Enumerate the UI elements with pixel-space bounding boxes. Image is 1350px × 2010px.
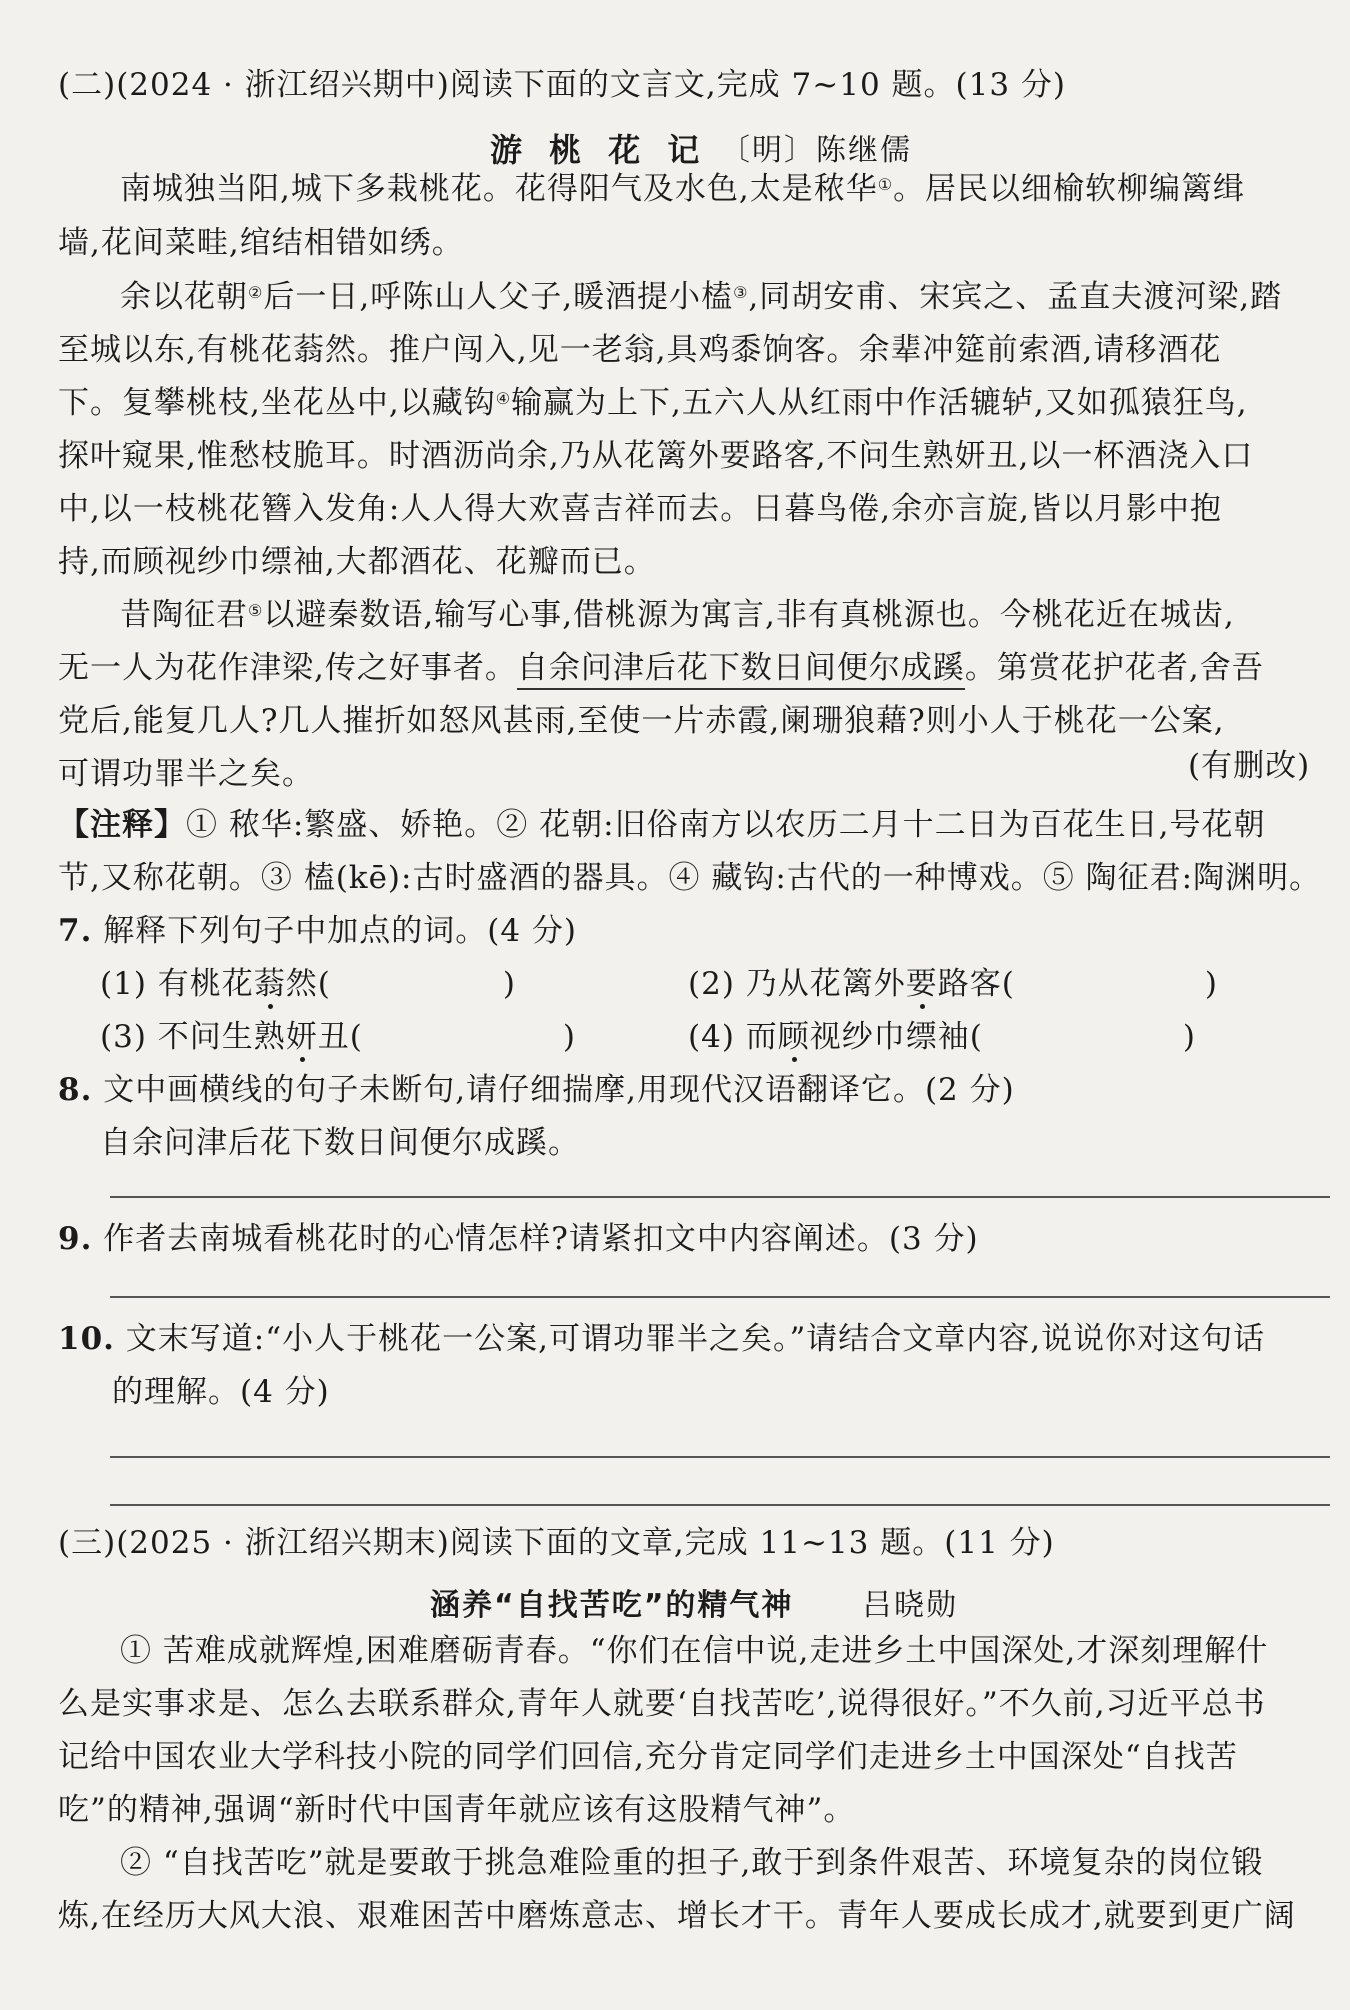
dotted-word: 妍 bbox=[285, 1019, 318, 1055]
item-text: ) bbox=[562, 1019, 576, 1055]
answer-line[interactable] bbox=[110, 1196, 1330, 1198]
underlined-sentence: 自余问津后花下数日间便尔成蹊 bbox=[517, 650, 965, 690]
notes-label: 【注释】 bbox=[58, 807, 186, 843]
question-text: 文末写道:“小人于桃花一公案,可谓功罪半之矣。”请结合文章内容,说说你对这句话 bbox=[125, 1321, 1266, 1357]
q7-item-4 bbox=[688, 1020, 1196, 1054]
item-text: ) bbox=[502, 966, 516, 1002]
question-7 bbox=[58, 914, 577, 948]
answer-line[interactable] bbox=[110, 1456, 1330, 1458]
item-text: (2) 乃从花篱外 bbox=[688, 966, 906, 1002]
question-9 bbox=[58, 1222, 979, 1256]
poem-title: 游 桃 花 记 bbox=[490, 131, 708, 169]
q7-item-3 bbox=[100, 1020, 576, 1054]
annotations-cont: 节,又称花朝。③ 榼(kē):古时盛酒的器具。④ 藏钩:古代的一种博戏。⑤ 陶征君:陶渊明。 bbox=[58, 860, 1322, 896]
footnote-marker: ⑤ bbox=[248, 601, 264, 620]
item-text: (3) 不问生熟 bbox=[100, 1019, 286, 1055]
item-text: 视纱巾缥袖( bbox=[809, 1019, 983, 1055]
article-title: 涵养“自找苦吃”的精气神 bbox=[430, 1588, 794, 1623]
question-number: 8. bbox=[58, 1072, 93, 1108]
item-text: 路客( bbox=[937, 966, 1015, 1002]
passage-line bbox=[120, 280, 1282, 314]
passage-line bbox=[120, 172, 1245, 206]
question-number: 10. bbox=[58, 1321, 115, 1357]
text: 无一人为花作津梁,传之好事者。 bbox=[58, 650, 517, 686]
text: 南城独当阳,城下多栽桃花。花得阳气及水色,太是秾华 bbox=[120, 171, 878, 207]
passage-line: 至城以东,有桃花蓊然。推户闯入,见一老翁,具鸡黍饷客。余辈冲筵前索酒,请移酒花 bbox=[58, 332, 1222, 368]
article-line: 吃”的精神,强调“新时代中国青年就应该有这股精气神”。 bbox=[58, 1792, 856, 1828]
text: 输赢为上下,五六人从红雨中作活辘轳,又如孤猿狂鸟, bbox=[511, 385, 1248, 421]
text: 。居民以细榆软柳编篱缉 bbox=[893, 171, 1246, 207]
annotations bbox=[58, 808, 1265, 842]
question-10-cont: 的理解。(4 分) bbox=[112, 1374, 330, 1410]
passage-line: 墙,花间菜畦,绾结相错如绣。 bbox=[58, 225, 464, 261]
passage-line: 持,而顾视纱巾缥袖,大都酒花、花瓣而已。 bbox=[58, 544, 656, 580]
passage-line: 党后,能复几人?几人摧折如怒风甚雨,至使一片赤霞,阑珊狼藉?则小人于桃花一公案, bbox=[58, 703, 1225, 739]
passage-line bbox=[58, 651, 1264, 685]
footnote-marker: ④ bbox=[495, 389, 512, 408]
question-8 bbox=[58, 1073, 1015, 1107]
passage-line bbox=[58, 386, 1248, 420]
text: 昔陶征君 bbox=[120, 597, 248, 633]
revision-note: (有删改) bbox=[1188, 748, 1311, 784]
section-2-header: (二)(2024 · 浙江绍兴期中)阅读下面的文言文,完成 7~10 题。(13 分) bbox=[58, 67, 1067, 103]
question-number: 9. bbox=[58, 1221, 93, 1257]
q7-item-1 bbox=[100, 967, 516, 1001]
answer-line[interactable] bbox=[110, 1296, 1330, 1298]
text: 余以花朝 bbox=[120, 279, 248, 315]
item-text: ) bbox=[1204, 966, 1218, 1002]
passage-line: 探叶窥果,惟愁枝脆耳。时酒沥尚余,乃从花篱外要路客,不问生熟妍丑,以一杯酒浇入口 bbox=[58, 438, 1254, 474]
answer-line[interactable] bbox=[110, 1504, 1330, 1506]
text: 。第赏花护花者,舍吾 bbox=[964, 650, 1264, 686]
question-10 bbox=[58, 1322, 1265, 1356]
footnote-marker: ② bbox=[248, 283, 264, 302]
question-number: 7. bbox=[58, 913, 93, 949]
item-text: (1) 有桃花 bbox=[100, 966, 254, 1002]
passage-line: 中,以一枝桃花簪入发角:人人得大欢喜吉祥而去。日暮鸟倦,余亦言旋,皆以月影中抱 bbox=[58, 491, 1223, 527]
item-text: ) bbox=[1182, 1019, 1196, 1055]
dotted-word: 蓊 bbox=[253, 966, 286, 1002]
article-author: 吕晓勋 bbox=[862, 1588, 958, 1623]
question-text: 解释下列句子中加点的词。(4 分) bbox=[103, 913, 577, 949]
dotted-word: 顾 bbox=[777, 1019, 810, 1055]
notes-text: ① 秾华:繁盛、娇艳。② 花朝:旧俗南方以农历二月十二日为百花生日,号花朝 bbox=[186, 807, 1266, 843]
article-line: 记给中国农业大学科技小院的同学们回信,充分肯定同学们走进乡土中国深处“自找苦 bbox=[58, 1739, 1238, 1775]
item-text: 丑( bbox=[317, 1019, 363, 1055]
section-3-header: (三)(2025 · 浙江绍兴期末)阅读下面的文章,完成 11~13 题。(11 分) bbox=[58, 1525, 1055, 1561]
text: 后一日,呼陈山人父子,暖酒提小榼 bbox=[263, 279, 734, 315]
poem-author: 〔明〕陈继儒 bbox=[720, 133, 912, 168]
footnote-marker: ③ bbox=[733, 283, 749, 302]
text: 下。复攀桃枝,坐花丛中,以藏钩 bbox=[58, 385, 496, 421]
question-text: 文中画横线的句子未断句,请仔细揣摩,用现代汉语翻译它。(2 分) bbox=[103, 1072, 1015, 1108]
item-text: 然( bbox=[285, 966, 331, 1002]
article-line: 么是实事求是、怎么去联系群众,青年人就要‘自找苦吃’,说得很好。”不久前,习近平总书 bbox=[58, 1686, 1266, 1722]
item-text: (4) 而 bbox=[688, 1019, 778, 1055]
text: ,同胡安甫、宋宾之、孟直夫渡河梁,踏 bbox=[748, 279, 1283, 315]
passage-line: 可谓功罪半之矣。 bbox=[58, 756, 314, 792]
q7-item-2 bbox=[688, 967, 1218, 1001]
article-line: ② “自找苦吃”就是要敢于挑急难险重的担子,敢于到条件艰苦、环境复杂的岗位锻 bbox=[120, 1845, 1264, 1881]
footnote-marker: ① bbox=[877, 175, 894, 194]
article-line: 炼,在经历大风大浪、艰难困苦中磨炼意志、增长才干。青年人要成长成才,就要到更广阔 bbox=[58, 1898, 1296, 1934]
dotted-word: 要 bbox=[905, 966, 938, 1002]
question-text: 作者去南城看桃花时的心情怎样?请紧扣文中内容阐述。(3 分) bbox=[103, 1221, 979, 1257]
passage-line bbox=[120, 598, 1235, 632]
q8-sentence: 自余问津后花下数日间便尔成蹊。 bbox=[100, 1125, 580, 1161]
article-line: ① 苦难成就辉煌,困难磨砺青春。“你们在信中说,走进乡土中国深处,才深刻理解什 bbox=[120, 1633, 1269, 1669]
text: 以避秦数语,输写心事,借桃源为寓言,非有真桃源也。今桃花近在城齿, bbox=[263, 597, 1235, 633]
